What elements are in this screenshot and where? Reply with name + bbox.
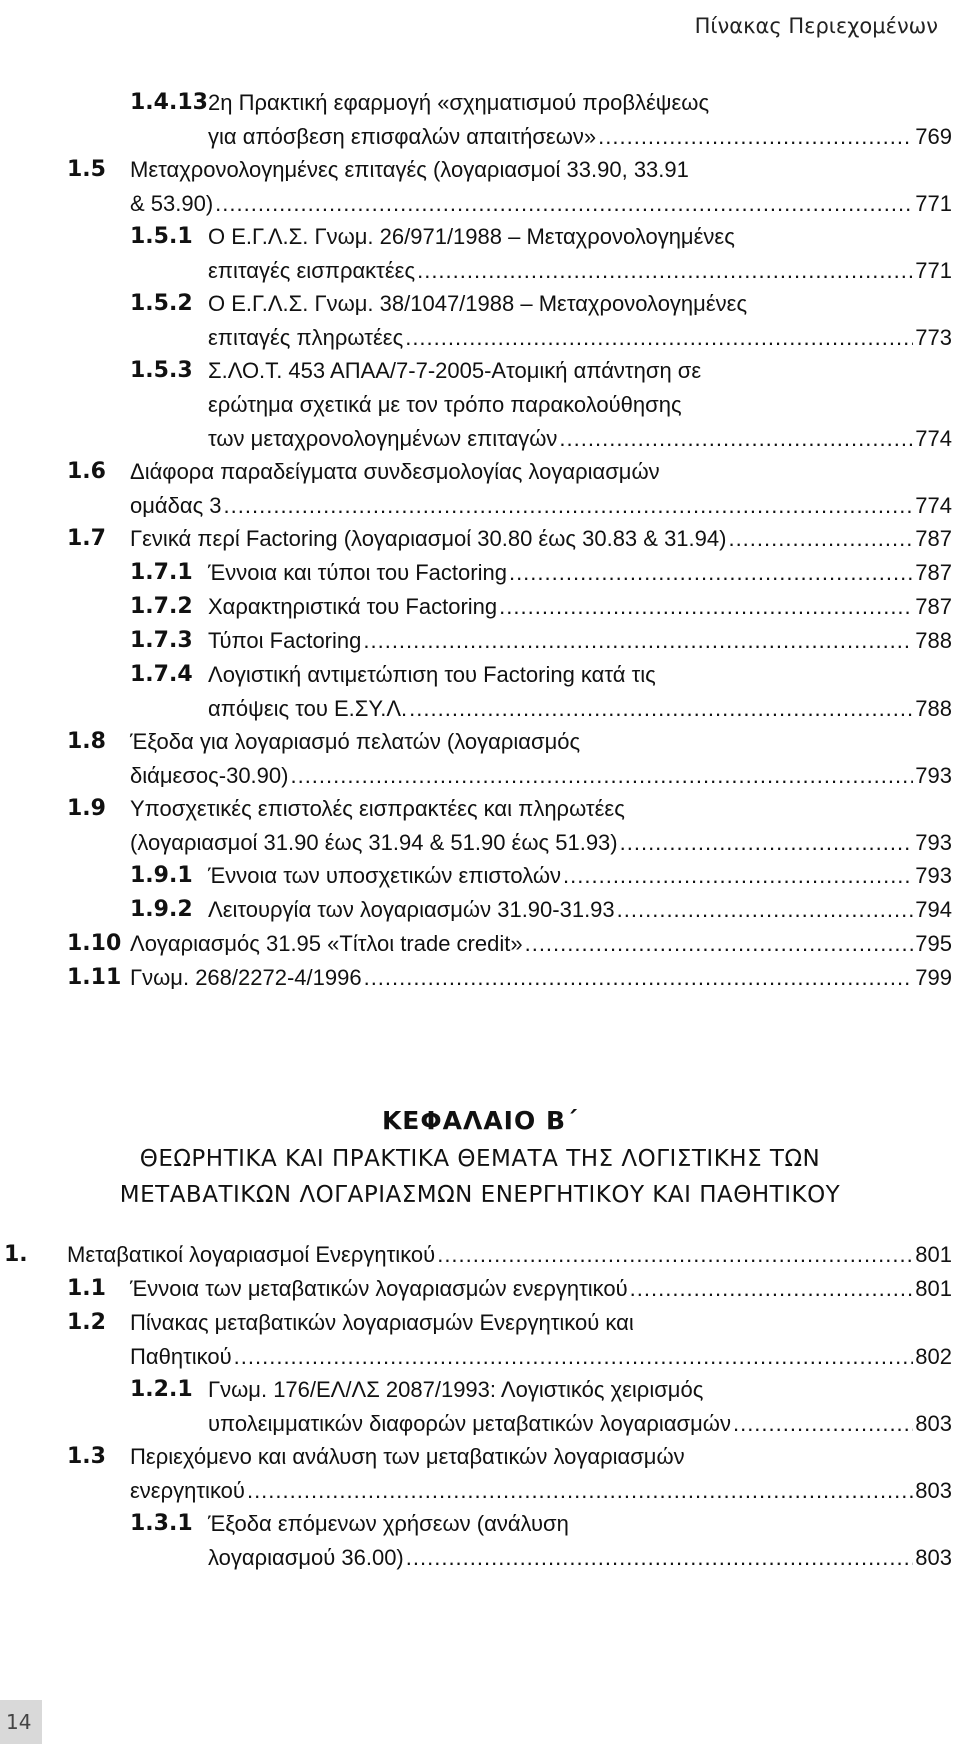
- toc-entry-line: [208, 624, 952, 658]
- toc-entry-line: [208, 556, 952, 590]
- dot-leader: [437, 1238, 913, 1272]
- toc-entry-line: [130, 1474, 952, 1508]
- toc-entry-line: [208, 590, 952, 624]
- toc-entry-number: 1.11: [67, 965, 122, 990]
- toc-entry-title: Διάφορα παραδείγματα συνδεσμολογίας λογαριασμών: [130, 459, 660, 484]
- toc-entry-line: [130, 826, 952, 860]
- toc-entry-line: [208, 321, 952, 355]
- toc-entry-title: Πίνακας μεταβατικών λογαριασμών Ενεργητικού και: [130, 1310, 634, 1335]
- toc-entry-title: επιταγές εισπρακτέες: [208, 258, 416, 284]
- toc-entry-number: 1.: [4, 1242, 28, 1267]
- toc-entry-line: [208, 254, 952, 288]
- dot-leader: [405, 321, 913, 355]
- toc-entry-title: λογαριασμού 36.00): [208, 1545, 404, 1571]
- dot-leader: [406, 1541, 914, 1575]
- toc-entry-line: [208, 859, 952, 893]
- toc-entry-line: [130, 792, 625, 826]
- toc-entry-number: 1.3.1: [130, 1511, 193, 1536]
- dot-leader: [215, 187, 913, 221]
- toc-entry-number: 1.2: [67, 1310, 106, 1335]
- dot-leader: [364, 961, 914, 995]
- toc-entry-number: 1.7.3: [130, 628, 193, 653]
- dot-leader: [630, 1272, 914, 1306]
- toc-entry-page: 793: [915, 863, 952, 888]
- toc-entry-title: Γενικά περί Factoring (λογαριασμοί 30.80 έως 30.83 & 31.94): [130, 526, 727, 551]
- toc-entry-line: [208, 1507, 569, 1541]
- toc-entry-page: 795: [915, 931, 952, 956]
- toc-entry-title: των μεταχρονολογημένων επιταγών: [208, 426, 558, 452]
- toc-entry-page: 803: [915, 1478, 952, 1504]
- dot-leader: [620, 826, 914, 860]
- toc-entry-number: 1.7.1: [130, 560, 193, 585]
- toc-entry-line: [130, 455, 660, 489]
- toc-entry-page: 771: [915, 191, 952, 217]
- toc-entry-line: [130, 187, 952, 221]
- toc-entry-page: 799: [915, 965, 952, 990]
- dot-leader: [417, 254, 913, 288]
- toc-entry-title: Μεταχρονολογημένες επιταγές (λογαριασμοί 33.90, 33.91: [130, 157, 689, 182]
- toc-entry-number: 1.10: [67, 931, 122, 956]
- toc-entry-title: ερώτημα σχετικά με τον τρόπο παρακολούθησης: [208, 392, 682, 418]
- toc-entry-line: [208, 220, 735, 254]
- toc-entry-number: 1.3: [67, 1444, 106, 1469]
- toc-entry-page: 774: [915, 426, 952, 452]
- toc-entry-title: Έννοια των υποσχετικών επιστολών: [208, 863, 562, 888]
- toc-entry-page: 769: [915, 124, 952, 150]
- toc-entry-title: υπολειμματικών διαφορών μεταβατικών λογαριασμών: [208, 1411, 731, 1437]
- toc-entry-line: [208, 893, 952, 927]
- dot-leader: [525, 927, 914, 961]
- toc-entry-title: & 53.90): [130, 191, 214, 217]
- toc-entry-line: [208, 692, 952, 726]
- toc-entry-title: Έννοια και τύποι του Factoring: [208, 560, 507, 585]
- toc-entry-number: 1.7.4: [130, 662, 193, 687]
- toc-entry-line: [208, 354, 701, 388]
- toc-entry-page: 803: [915, 1545, 952, 1571]
- toc-entry-page: 793: [915, 830, 952, 856]
- toc-entry-line: [130, 1272, 952, 1306]
- toc-entry-page: 794: [915, 897, 952, 922]
- toc-entry-number: 1.5.2: [130, 291, 193, 316]
- toc-entry-title: Υποσχετικές επιστολές εισπρακτέες και πληρωτέες: [130, 796, 625, 821]
- dot-leader: [247, 1474, 913, 1508]
- toc-entry-page: 793: [915, 763, 952, 789]
- toc-entry-title: Χαρακτηριστικά του Factoring: [208, 594, 498, 619]
- toc-entry-page: 787: [915, 526, 952, 551]
- toc-entry-line: [208, 86, 709, 120]
- toc-entry-line: [130, 725, 580, 759]
- toc-entry-title: ομάδας 3: [130, 493, 222, 519]
- toc-entry-number: 1.9: [67, 796, 106, 821]
- dot-leader: [409, 692, 913, 726]
- dot-leader: [563, 859, 913, 893]
- toc-entry-title: για απόσβεση επισφαλών απαιτήσεων»: [208, 124, 597, 150]
- toc-entry-number: 1.1: [67, 1276, 106, 1301]
- toc-entry-title: Τύποι Factoring: [208, 628, 362, 653]
- toc-entry-number: 1.9.1: [130, 863, 193, 888]
- dot-leader: [598, 120, 913, 154]
- toc-entry-page: 788: [915, 628, 952, 653]
- toc-entry-number: 1.8: [67, 729, 106, 754]
- toc-entry-title: Έξοδα επόμενων χρήσεων (ανάλυση: [208, 1511, 569, 1536]
- toc-entry-title: Λογιστική αντιμετώπιση του Factoring κατά τις: [208, 662, 656, 687]
- dot-leader: [363, 624, 913, 658]
- toc-entry-line: [67, 1238, 952, 1272]
- toc-entry-title: Περιεχόμενο και ανάλυση των μεταβατικών λογαριασμών: [130, 1444, 685, 1469]
- page-number: 14: [6, 1710, 32, 1734]
- toc-entry-line: [208, 1407, 952, 1441]
- toc-entry-title: Ο Ε.Γ.Λ.Σ. Γνωμ. 38/1047/1988 – Μεταχρονολογημένες: [208, 291, 748, 316]
- toc-entry-line: [130, 1440, 685, 1474]
- toc-entry-number: 1.6: [67, 459, 106, 484]
- toc-entry-line: [130, 153, 689, 187]
- toc-entry-number: 1.9.2: [130, 897, 193, 922]
- toc-entry-line: [130, 927, 952, 961]
- toc-entry-number: 1.5: [67, 157, 106, 182]
- toc-entry-line: [208, 422, 952, 456]
- toc-entry-title: ενεργητικού: [130, 1478, 245, 1504]
- toc-entry-page: 801: [915, 1242, 952, 1267]
- toc-entry-title: Παθητικού: [130, 1344, 232, 1370]
- toc-entry-page: 773: [915, 325, 952, 351]
- toc-entry-title: Λειτουργία των λογαριασμών 31.90-31.93: [208, 897, 615, 922]
- toc-entry-title: Έξοδα για λογαριασμό πελατών (λογαριασμός: [130, 729, 581, 754]
- toc-entry-title: διάμεσος-30.90): [130, 763, 289, 789]
- toc-entry-number: 1.5.1: [130, 224, 193, 249]
- toc-entry-page: 801: [915, 1276, 952, 1301]
- toc-entry-title: Έννοια των μεταβατικών λογαριασμών ενεργητικού: [130, 1276, 628, 1301]
- running-header: Πίνακας Περιεχομένων: [694, 14, 938, 38]
- toc-entry-line: [130, 489, 952, 523]
- dot-leader: [499, 590, 913, 624]
- toc-entry-title: επιταγές πληρωτέες: [208, 325, 404, 351]
- chapter-title-line-1: ΘΕΩΡΗΤΙΚΑ ΚΑΙ ΠΡΑΚΤΙΚΑ ΘΕΜΑΤΑ ΤΗΣ ΛΟΓΙΣΤΙΚΗΣ ΤΩΝ: [139, 1146, 821, 1172]
- toc-entry-line: [208, 1373, 703, 1407]
- toc-entry-number: 1.7.2: [130, 594, 193, 619]
- dot-leader: [728, 522, 913, 556]
- toc-entry-title: Ο Ε.Γ.Λ.Σ. Γνωμ. 26/971/1988 – Μεταχρονολογημένες: [208, 224, 735, 249]
- page-number-tab: [0, 1700, 42, 1744]
- toc-entry-page: 787: [915, 560, 952, 585]
- toc-entry-page: 771: [915, 258, 952, 284]
- toc-entry-page: 803: [915, 1411, 952, 1437]
- toc-entry-line: [208, 658, 656, 692]
- toc-entry-line: [130, 1340, 952, 1374]
- toc-entry-title: Μεταβατικοί λογαριασμοί Ενεργητικού: [67, 1242, 436, 1267]
- dot-leader: [290, 759, 913, 793]
- toc-entry-number: 1.2.1: [130, 1377, 193, 1402]
- toc-entry-number: 1.7: [67, 526, 106, 551]
- toc-entry-title: Γνωμ. 176/ΕΛ/ΛΣ 2087/1993: Λογιστικός χειρισμός: [208, 1377, 704, 1402]
- toc-entry-number: 1.5.3: [130, 358, 193, 383]
- toc-entry-page: 774: [915, 493, 952, 519]
- toc-entry-line: [130, 759, 952, 793]
- toc-entry-title: Σ.ΛΟ.Τ. 453 ΑΠΑΑ/7-7-2005-Ατομική απάντηση σε: [208, 358, 702, 383]
- toc-entry-title: απόψεις του Ε.ΣΥ.Λ.: [208, 696, 408, 722]
- chapter-label: ΚΕΦΑΛΑΙΟ Β΄: [381, 1106, 579, 1135]
- toc-entry-title: 2η Πρακτική εφαρμογή «σχηματισμού προβλέψεως: [208, 90, 710, 115]
- toc-entry-number: 1.4.13: [130, 90, 208, 115]
- chapter-title-line-2: ΜΕΤΑΒΑΤΙΚΩΝ ΛΟΓΑΡΙΑΣΜΩΝ ΕΝΕΡΓΗΤΙΚΟΥ ΚΑΙ ΠΑΘΗΤΙΚΟΥ: [119, 1182, 841, 1208]
- toc-entry-line: [208, 287, 747, 321]
- toc-entry-line: [130, 1306, 634, 1340]
- toc-entry-line: [208, 388, 682, 422]
- dot-leader: [733, 1407, 913, 1441]
- toc-entry-line: [130, 522, 952, 556]
- dot-leader: [509, 556, 913, 590]
- toc-entry-line: [208, 120, 952, 154]
- toc-entry-title: Γνωμ. 268/2272-4/1996: [130, 965, 362, 990]
- toc-entry-page: 802: [915, 1344, 952, 1370]
- dot-leader: [617, 893, 914, 927]
- toc-entry-page: 788: [915, 696, 952, 722]
- dot-leader: [559, 422, 913, 456]
- dot-leader: [234, 1340, 914, 1374]
- toc-entry-title: Λογαριασμός 31.95 «Τίτλοι trade credit»: [130, 931, 523, 956]
- toc-entry-line: [130, 961, 952, 995]
- toc-entry-page: 787: [915, 594, 952, 619]
- toc-entry-line: [208, 1541, 952, 1575]
- dot-leader: [224, 489, 914, 523]
- toc-entry-title: (λογαριασμοί 31.90 έως 31.94 & 51.90 έως 51.93): [130, 830, 618, 856]
